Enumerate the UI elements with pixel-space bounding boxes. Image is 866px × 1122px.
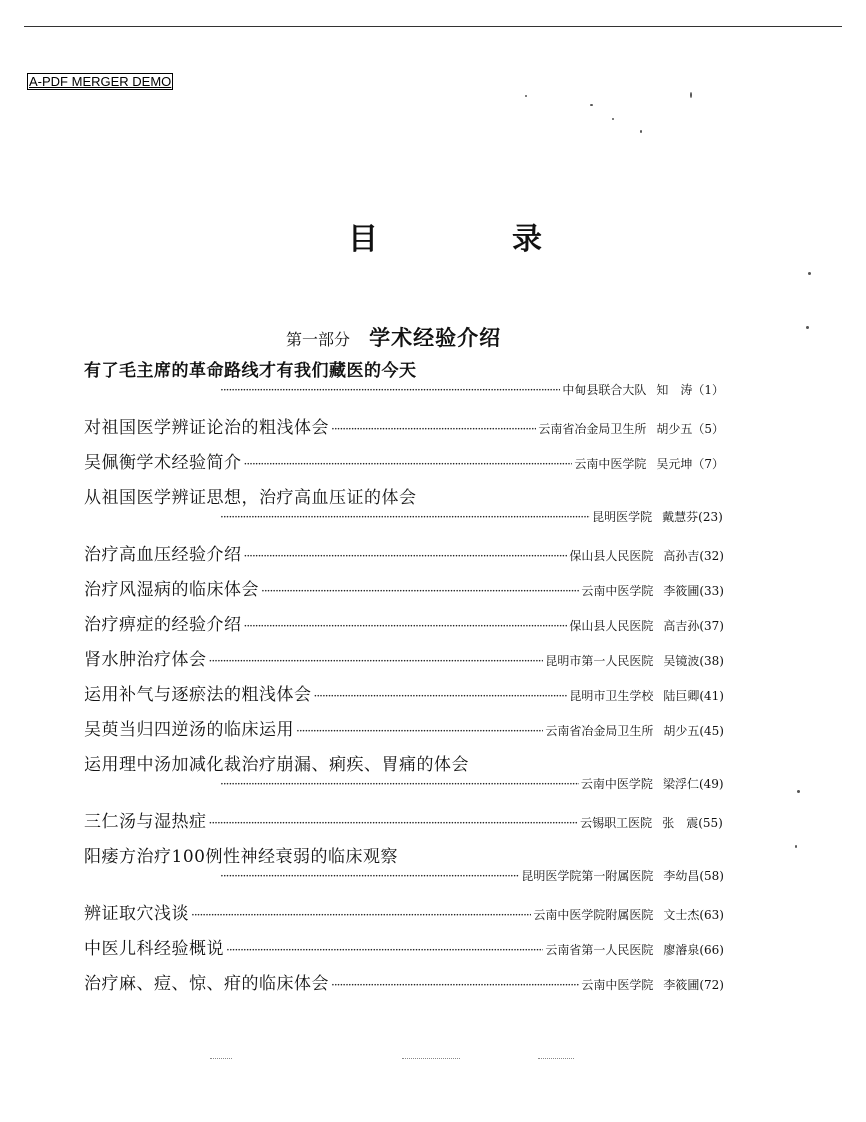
toc-leader xyxy=(220,869,519,883)
toc-entry-author: 李筱圃 xyxy=(663,978,700,992)
toc-leader xyxy=(226,943,543,957)
toc-entry-title: 肾水肿治疗体会 xyxy=(84,650,207,670)
toc-entry-page: (45) xyxy=(699,724,724,738)
toc-entry xyxy=(84,483,724,532)
toc-entry-author: 知 涛 xyxy=(656,383,693,397)
toc-entry-title: 运用理中汤加减化裁治疗崩漏、痢疾、胃痛的体会 xyxy=(84,755,469,775)
toc-leader xyxy=(261,584,579,598)
toc-entry-page: （1） xyxy=(692,383,724,397)
toc-entry-page: (41) xyxy=(699,689,724,703)
toc-entry xyxy=(84,356,724,405)
toc-entry xyxy=(84,645,724,672)
toc-entry xyxy=(84,969,724,996)
top-rule xyxy=(24,26,842,27)
toc-entry xyxy=(84,807,724,834)
part-number: 第一部分 xyxy=(286,330,351,349)
toc-entry-affiliation: 云南省第一人民医院 xyxy=(545,943,654,957)
toc-entry-title: 阳痿方治疗100例性神经衰弱的临床观察 xyxy=(84,847,398,867)
toc-leader xyxy=(314,689,568,703)
toc-entry-page: (63) xyxy=(699,908,724,922)
scan-speck xyxy=(590,104,593,106)
toc-entry-title: 治疗高血压经验介绍 xyxy=(84,545,242,565)
toc-entry-page: (32) xyxy=(699,549,724,563)
toc-entry xyxy=(84,899,724,926)
toc-entry-meta xyxy=(84,508,724,532)
toc-entry-affiliation: 昆明医学院 xyxy=(592,510,653,524)
toc-entry-author: 廖濬泉 xyxy=(663,943,700,957)
scan-speck xyxy=(612,118,614,120)
toc-leader xyxy=(244,457,573,471)
toc-entry-title: 治疗痹症的经验介绍 xyxy=(84,615,242,635)
toc-leader xyxy=(296,724,543,738)
toc-entry xyxy=(84,934,724,961)
toc-entry-title: 从祖国医学辨证思想，治疗高血压证的体会 xyxy=(84,488,417,508)
toc-leader xyxy=(331,422,536,436)
scan-speck xyxy=(525,95,527,97)
toc-entry-title: 辨证取穴浅谈 xyxy=(84,904,189,924)
page-title: 目 录 xyxy=(348,222,594,257)
toc-entry-affiliation: 昆明医学院第一附属医院 xyxy=(521,869,654,883)
part-title: 学术经验介绍 xyxy=(369,325,502,350)
toc-leader xyxy=(220,510,590,524)
toc-entry-title: 中医儿科经验概说 xyxy=(84,939,224,959)
toc-entry-affiliation: 中甸县联合大队 xyxy=(562,383,647,397)
toc-entry-page: (23) xyxy=(698,510,723,524)
toc-entry-page: (38) xyxy=(699,654,724,668)
scan-speck xyxy=(640,130,642,133)
toc-entry-title: 治疗风湿病的临床体会 xyxy=(84,580,259,600)
toc-entry-title: 治疗麻、痘、惊、疳的临床体会 xyxy=(84,974,329,994)
toc-entry xyxy=(84,610,724,637)
toc-entry-title: 有了毛主席的革命路线才有我们藏医的今天 xyxy=(84,361,417,381)
toc-entry xyxy=(84,842,724,891)
toc-entry-title: 吴佩衡学术经验简介 xyxy=(84,453,242,473)
toc-leader xyxy=(191,908,531,922)
toc-entry-author: 胡少五 xyxy=(656,422,693,436)
toc-entry-page: (72) xyxy=(699,978,724,992)
toc-leader xyxy=(244,549,568,563)
toc-entry-title: 对祖国医学辨证论治的粗浅体会 xyxy=(84,418,329,438)
toc-entry-author: 张 震 xyxy=(662,816,699,830)
toc-entry-author: 戴慧芬 xyxy=(662,510,699,524)
scan-speck xyxy=(808,272,811,275)
toc-entry-affiliation: 云南中医学院 xyxy=(581,584,654,598)
toc-entry-affiliation: 保山县人民医院 xyxy=(569,549,654,563)
scan-mark xyxy=(402,1058,460,1059)
scan-speck xyxy=(690,92,692,98)
toc-entry-author: 李筱圃 xyxy=(663,584,700,598)
part-heading xyxy=(286,322,501,352)
scan-mark xyxy=(210,1058,232,1059)
toc-entry-page: (66) xyxy=(699,943,724,957)
toc-entry-affiliation: 昆明市卫生学校 xyxy=(569,689,654,703)
watermark-label: A-PDF MERGER DEMO xyxy=(29,74,172,89)
toc-entry-meta xyxy=(84,775,724,799)
toc-entry-author: 高吉孙 xyxy=(663,619,700,633)
toc-entry xyxy=(84,715,724,742)
toc-entry-affiliation: 保山县人民医院 xyxy=(569,619,654,633)
toc-entry-meta xyxy=(84,381,724,405)
toc-entry-affiliation: 云南省冶金局卫生所 xyxy=(538,422,647,436)
scan-speck xyxy=(806,326,809,329)
toc-entry-author: 吴元坤 xyxy=(656,457,693,471)
toc-leader xyxy=(209,654,544,668)
toc-entry-page: (55) xyxy=(698,816,723,830)
toc-entry-page: （5） xyxy=(692,422,724,436)
toc-entry-affiliation: 云南中医学院 xyxy=(574,457,647,471)
toc-entry-author: 梁浮仁 xyxy=(662,777,699,791)
toc-entry-affiliation: 云锡职工医院 xyxy=(580,816,653,830)
scan-mark xyxy=(538,1058,574,1059)
toc-entry-meta xyxy=(84,867,724,891)
toc-entry-page: (37) xyxy=(699,619,724,633)
toc-entry-affiliation: 昆明市第一人民医院 xyxy=(545,654,654,668)
toc-leader xyxy=(244,619,568,633)
toc-entry xyxy=(84,413,724,440)
toc-entry-author: 胡少五 xyxy=(663,724,700,738)
toc-entry-page: (58) xyxy=(699,869,724,883)
toc-entry xyxy=(84,680,724,707)
toc-leader xyxy=(209,816,579,830)
toc-leader xyxy=(220,383,560,397)
scan-speck xyxy=(797,790,800,793)
table-of-contents xyxy=(84,356,724,1004)
toc-entry xyxy=(84,575,724,602)
toc-entry-title: 运用补气与逐瘀法的粗浅体会 xyxy=(84,685,312,705)
toc-entry-page: （7） xyxy=(692,457,724,471)
toc-entry-page: (49) xyxy=(698,777,724,791)
toc-entry-title: 三仁汤与湿热症 xyxy=(84,812,207,832)
toc-entry-page: (33) xyxy=(699,584,724,598)
toc-entry-author: 高孙吉 xyxy=(663,549,700,563)
toc-entry-affiliation: 云南中医学院 xyxy=(581,978,654,992)
toc-entry-author: 文士杰 xyxy=(663,908,700,922)
toc-entry-author: 吴镜波 xyxy=(663,654,700,668)
toc-entry-affiliation: 云南中医学院 xyxy=(580,777,653,791)
toc-leader xyxy=(331,978,579,992)
toc-entry xyxy=(84,750,724,799)
toc-entry xyxy=(84,448,724,475)
toc-entry-author: 陆巨卿 xyxy=(663,689,700,703)
toc-entry-affiliation: 云南中医学院附属医院 xyxy=(533,908,654,922)
toc-entry xyxy=(84,540,724,567)
toc-leader xyxy=(220,777,579,791)
toc-entry-title: 吴萸当归四逆汤的临床运用 xyxy=(84,720,294,740)
toc-entry-affiliation: 云南省冶金局卫生所 xyxy=(545,724,654,738)
scan-speck xyxy=(795,845,797,848)
toc-entry-author: 李幼昌 xyxy=(663,869,700,883)
